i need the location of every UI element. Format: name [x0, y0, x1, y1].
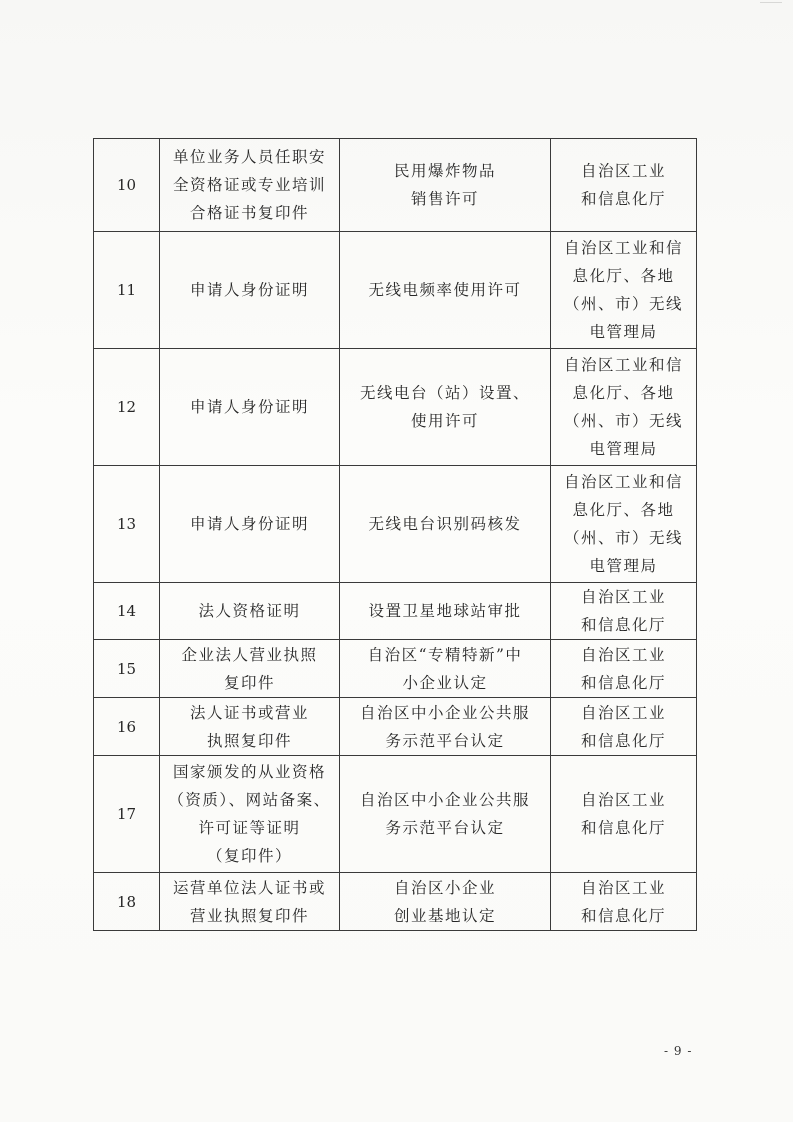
required-material: 法人资格证明	[160, 583, 340, 640]
responsible-department: 自治区工业 和信息化厅	[551, 756, 697, 873]
row-number: 13	[94, 466, 160, 583]
responsible-department: 自治区工业和信 息化厅、各地 （州、市）无线 电管理局	[551, 232, 697, 349]
required-material: 申请人身份证明	[160, 232, 340, 349]
row-number: 12	[94, 349, 160, 466]
responsible-department: 自治区工业 和信息化厅	[551, 873, 697, 931]
responsible-department: 自治区工业 和信息化厅	[551, 640, 697, 698]
row-number: 17	[94, 756, 160, 873]
approval-item: 设置卫星地球站审批	[340, 583, 551, 640]
materials-table	[93, 138, 697, 931]
approval-item: 无线电台（站）设置、 使用许可	[340, 349, 551, 466]
approval-item: 无线电台识别码核发	[340, 466, 551, 583]
table-row	[94, 583, 697, 640]
row-number: 15	[94, 640, 160, 698]
row-number: 10	[94, 139, 160, 232]
responsible-department: 自治区工业和信 息化厅、各地 （州、市）无线 电管理局	[551, 466, 697, 583]
row-number: 14	[94, 583, 160, 640]
approval-item: 自治区中小企业公共服 务示范平台认定	[340, 698, 551, 756]
approval-item: 民用爆炸物品 销售许可	[340, 139, 551, 232]
approval-item: 自治区“专精特新”中 小企业认定	[340, 640, 551, 698]
approval-item: 自治区中小企业公共服 务示范平台认定	[340, 756, 551, 873]
required-material: 申请人身份证明	[160, 349, 340, 466]
required-material: 申请人身份证明	[160, 466, 340, 583]
table-row	[94, 232, 697, 349]
required-material: 单位业务人员任职安 全资格证或专业培训 合格证书复印件	[160, 139, 340, 232]
page-number: - 9 -	[664, 1044, 693, 1058]
required-material: 运营单位法人证书或 营业执照复印件	[160, 873, 340, 931]
row-number: 18	[94, 873, 160, 931]
table-row	[94, 873, 697, 931]
required-material: 企业法人营业执照 复印件	[160, 640, 340, 698]
table-row	[94, 756, 697, 873]
table-row	[94, 640, 697, 698]
required-material: 法人证书或营业 执照复印件	[160, 698, 340, 756]
required-material: 国家颁发的从业资格 （资质）、网站备案、 许可证等证明 （复印件）	[160, 756, 340, 873]
scan-mark	[760, 2, 782, 9]
table-row	[94, 466, 697, 583]
approval-item: 自治区小企业 创业基地认定	[340, 873, 551, 931]
responsible-department: 自治区工业 和信息化厅	[551, 698, 697, 756]
table-row	[94, 139, 697, 232]
approval-item: 无线电频率使用许可	[340, 232, 551, 349]
table-row	[94, 698, 697, 756]
responsible-department: 自治区工业和信 息化厅、各地 （州、市）无线 电管理局	[551, 349, 697, 466]
responsible-department: 自治区工业 和信息化厅	[551, 583, 697, 640]
responsible-department: 自治区工业 和信息化厅	[551, 139, 697, 232]
row-number: 11	[94, 232, 160, 349]
row-number: 16	[94, 698, 160, 756]
table-row	[94, 349, 697, 466]
